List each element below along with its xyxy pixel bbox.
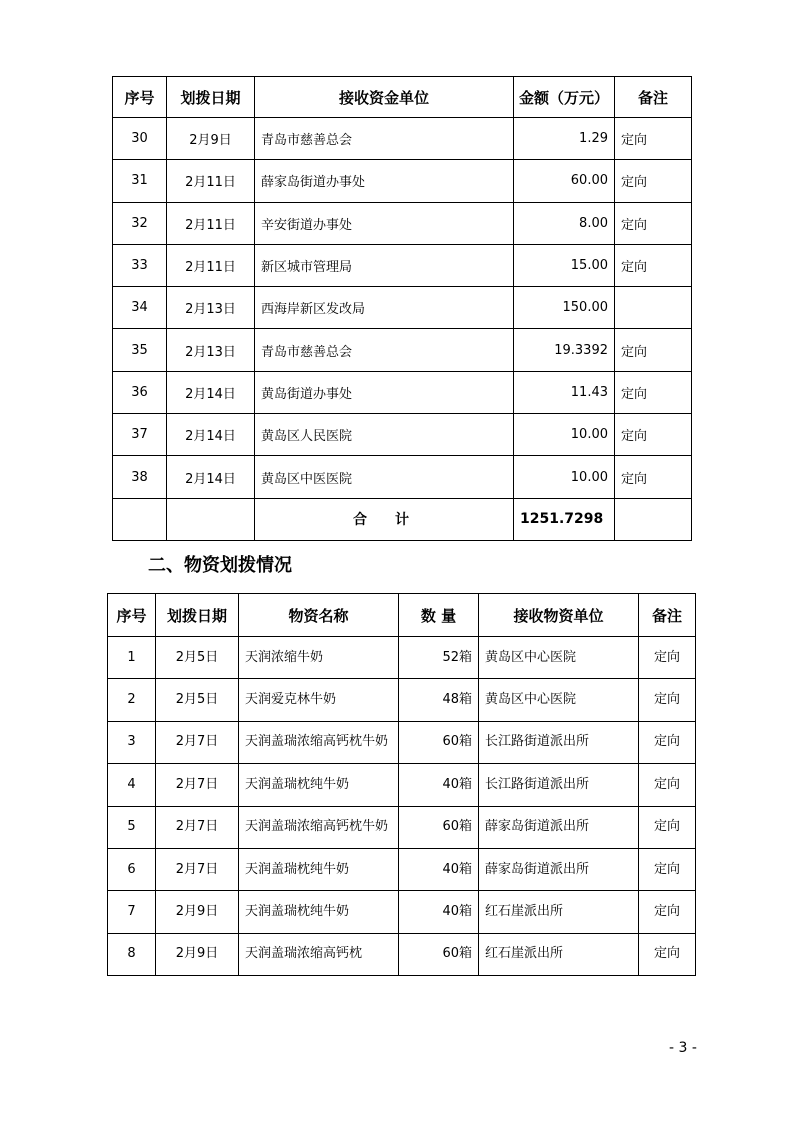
row-recipient: 青岛市慈善总会 xyxy=(255,329,514,371)
row-remark: 定向 xyxy=(615,118,692,160)
row-date: 2月9日 xyxy=(167,118,255,160)
row-quantity: 40箱 xyxy=(399,764,479,806)
row-date: 2月5日 xyxy=(156,637,239,679)
row-recipient: 黄岛区人民医院 xyxy=(255,414,514,456)
col-header-amount: 金额（万元） xyxy=(514,77,615,118)
row-date: 2月7日 xyxy=(156,848,239,890)
table-row xyxy=(108,933,696,975)
row-date: 2月14日 xyxy=(167,371,255,413)
row-index: 32 xyxy=(113,202,167,244)
row-index: 37 xyxy=(113,414,167,456)
col-header-index: 序号 xyxy=(108,594,156,637)
row-remark: 定向 xyxy=(639,806,696,848)
row-date: 2月11日 xyxy=(167,244,255,286)
row-quantity: 52箱 xyxy=(399,637,479,679)
row-index: 3 xyxy=(108,721,156,763)
row-amount: 10.00 xyxy=(514,456,615,498)
row-remark xyxy=(615,287,692,329)
row-amount: 19.3392 xyxy=(514,329,615,371)
row-recipient: 黄岛区中医医院 xyxy=(255,456,514,498)
row-remark: 定向 xyxy=(615,244,692,286)
table-row xyxy=(108,679,696,721)
row-date: 2月14日 xyxy=(167,456,255,498)
row-quantity: 60箱 xyxy=(399,721,479,763)
row-index: 6 xyxy=(108,848,156,890)
row-item-name: 天润盖瑞浓缩高钙枕 xyxy=(239,933,399,975)
row-remark: 定向 xyxy=(639,933,696,975)
table-row xyxy=(113,160,692,202)
row-index: 7 xyxy=(108,891,156,933)
col-header-date: 划拨日期 xyxy=(156,594,239,637)
row-recipient: 黄岛街道办事处 xyxy=(255,371,514,413)
row-index: 33 xyxy=(113,244,167,286)
row-index: 2 xyxy=(108,679,156,721)
row-recipient: 长江路街道派出所 xyxy=(479,764,639,806)
col-header-remark: 备注 xyxy=(639,594,696,637)
col-header-remark: 备注 xyxy=(615,77,692,118)
row-item-name: 天润盖瑞浓缩高钙枕牛奶 xyxy=(239,806,399,848)
table-row xyxy=(113,456,692,498)
section-title: 二、物资划拨情况 xyxy=(148,555,292,576)
row-index: 36 xyxy=(113,371,167,413)
row-amount: 150.00 xyxy=(514,287,615,329)
row-remark: 定向 xyxy=(615,414,692,456)
row-index: 8 xyxy=(108,933,156,975)
row-recipient: 薛家岛街道办事处 xyxy=(255,160,514,202)
row-amount: 1.29 xyxy=(514,118,615,160)
table-row xyxy=(113,371,692,413)
row-recipient: 西海岸新区发改局 xyxy=(255,287,514,329)
row-remark: 定向 xyxy=(615,456,692,498)
row-recipient: 辛安街道办事处 xyxy=(255,202,514,244)
row-remark: 定向 xyxy=(639,679,696,721)
row-quantity: 40箱 xyxy=(399,848,479,890)
row-quantity: 60箱 xyxy=(399,806,479,848)
row-remark: 定向 xyxy=(639,637,696,679)
row-recipient: 新区城市管理局 xyxy=(255,244,514,286)
row-recipient: 青岛市慈善总会 xyxy=(255,118,514,160)
total-empty-cell xyxy=(167,498,255,540)
col-header-index: 序号 xyxy=(113,77,167,118)
table-header-row xyxy=(113,77,692,118)
table-row xyxy=(113,202,692,244)
table-row xyxy=(108,806,696,848)
table-row xyxy=(108,891,696,933)
row-quantity: 40箱 xyxy=(399,891,479,933)
col-header-item-name: 物资名称 xyxy=(239,594,399,637)
row-remark: 定向 xyxy=(615,202,692,244)
row-index: 30 xyxy=(113,118,167,160)
row-recipient: 黄岛区中心医院 xyxy=(479,637,639,679)
row-amount: 11.43 xyxy=(514,371,615,413)
col-header-quantity: 数 量 xyxy=(399,594,479,637)
col-header-recipient: 接收资金单位 xyxy=(255,77,514,118)
row-item-name: 天润盖瑞枕纯牛奶 xyxy=(239,764,399,806)
row-date: 2月9日 xyxy=(156,891,239,933)
total-empty-cell xyxy=(113,498,167,540)
row-remark: 定向 xyxy=(639,891,696,933)
row-index: 38 xyxy=(113,456,167,498)
row-item-name: 天润盖瑞枕纯牛奶 xyxy=(239,891,399,933)
row-index: 34 xyxy=(113,287,167,329)
row-remark: 定向 xyxy=(639,848,696,890)
row-date: 2月7日 xyxy=(156,721,239,763)
row-item-name: 天润爱克林牛奶 xyxy=(239,679,399,721)
materials-table xyxy=(107,593,696,976)
row-recipient: 黄岛区中心医院 xyxy=(479,679,639,721)
col-header-date: 划拨日期 xyxy=(167,77,255,118)
row-remark: 定向 xyxy=(639,721,696,763)
row-recipient: 长江路街道派出所 xyxy=(479,721,639,763)
row-date: 2月9日 xyxy=(156,933,239,975)
row-remark: 定向 xyxy=(615,371,692,413)
table-header-row xyxy=(108,594,696,637)
row-quantity: 48箱 xyxy=(399,679,479,721)
table-row xyxy=(108,764,696,806)
table-row xyxy=(113,244,692,286)
table-row xyxy=(108,848,696,890)
total-amount: 1251.7298 xyxy=(514,498,615,540)
row-amount: 8.00 xyxy=(514,202,615,244)
row-date: 2月7日 xyxy=(156,764,239,806)
row-recipient: 红石崖派出所 xyxy=(479,891,639,933)
table-row xyxy=(113,329,692,371)
row-recipient: 薛家岛街道派出所 xyxy=(479,806,639,848)
row-item-name: 天润盖瑞枕纯牛奶 xyxy=(239,848,399,890)
funds-table xyxy=(112,76,692,541)
row-remark: 定向 xyxy=(615,160,692,202)
total-row xyxy=(113,498,692,540)
total-empty-cell xyxy=(615,498,692,540)
page-number: - 3 - xyxy=(669,1040,697,1056)
row-index: 35 xyxy=(113,329,167,371)
row-amount: 15.00 xyxy=(514,244,615,286)
table-row xyxy=(113,287,692,329)
row-date: 2月11日 xyxy=(167,202,255,244)
row-item-name: 天润盖瑞浓缩高钙枕牛奶 xyxy=(239,721,399,763)
row-amount: 10.00 xyxy=(514,414,615,456)
row-remark: 定向 xyxy=(615,329,692,371)
table-row xyxy=(113,118,692,160)
table-row xyxy=(108,721,696,763)
row-date: 2月13日 xyxy=(167,287,255,329)
row-amount: 60.00 xyxy=(514,160,615,202)
row-date: 2月13日 xyxy=(167,329,255,371)
row-date: 2月5日 xyxy=(156,679,239,721)
total-label: 合计 xyxy=(255,498,514,540)
row-recipient: 薛家岛街道派出所 xyxy=(479,848,639,890)
row-remark: 定向 xyxy=(639,764,696,806)
row-recipient: 红石崖派出所 xyxy=(479,933,639,975)
col-header-recipient: 接收物资单位 xyxy=(479,594,639,637)
row-date: 2月14日 xyxy=(167,414,255,456)
row-date: 2月7日 xyxy=(156,806,239,848)
table-row xyxy=(113,414,692,456)
row-item-name: 天润浓缩牛奶 xyxy=(239,637,399,679)
table-row xyxy=(108,637,696,679)
row-date: 2月11日 xyxy=(167,160,255,202)
row-index: 4 xyxy=(108,764,156,806)
row-index: 1 xyxy=(108,637,156,679)
row-quantity: 60箱 xyxy=(399,933,479,975)
row-index: 31 xyxy=(113,160,167,202)
row-index: 5 xyxy=(108,806,156,848)
